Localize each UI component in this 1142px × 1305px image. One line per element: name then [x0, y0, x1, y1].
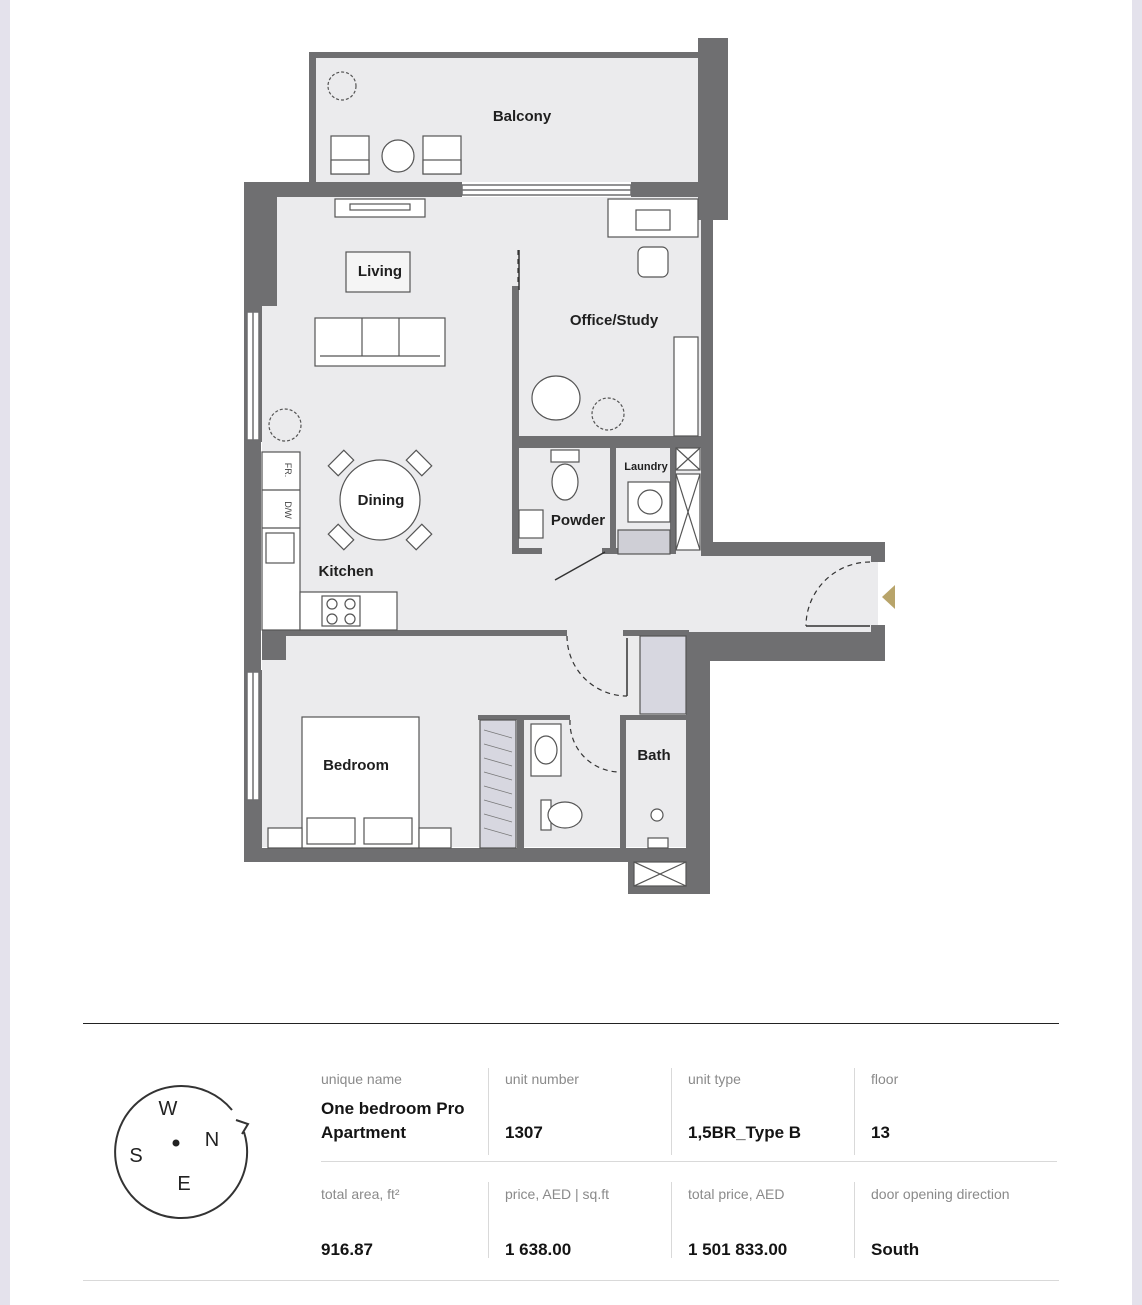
info-row-1 [321, 1060, 1057, 1162]
bottom-divider [83, 1280, 1059, 1281]
total-area-label: total area, ft² [321, 1186, 400, 1202]
section-divider [83, 1023, 1059, 1024]
unit-type-value: 1,5BR_Type B [688, 1123, 802, 1142]
floor-value: 13 [871, 1123, 890, 1142]
unit-type-label: unit type [688, 1071, 741, 1087]
dishwasher-label: D/W [283, 501, 293, 519]
compass-north: N [204, 1129, 220, 1151]
door-direction-value: South [871, 1240, 920, 1259]
floor-label: floor [871, 1071, 899, 1087]
unit-number-label: unit number [505, 1071, 579, 1087]
room-label-living: Living [357, 263, 403, 280]
total-price-value: 1 501 833.00 [688, 1240, 788, 1259]
compass-center-dot [173, 1140, 180, 1147]
door-direction-label: door opening direction [871, 1186, 1010, 1202]
total-price-label: total price, AED [688, 1186, 785, 1202]
compass-east: E [177, 1173, 191, 1195]
cell-unit-number [505, 1060, 688, 1161]
room-label-powder: Powder [550, 512, 606, 529]
compass-rose [100, 1070, 260, 1230]
total-area-value: 916.87 [321, 1240, 373, 1259]
price-per-sqft-label: price, AED | sq.ft [505, 1186, 610, 1202]
room-label-office: Office/Study [569, 312, 659, 329]
unit-number-value: 1307 [505, 1123, 543, 1142]
room-label-dining: Dining [357, 492, 405, 509]
cell-price-per-sqft [505, 1162, 688, 1258]
unique-name-value-line1: One bedroom Pro [321, 1099, 465, 1118]
room-label-laundry: Laundry [624, 461, 668, 473]
cell-total-price [688, 1162, 871, 1258]
compass-west: W [158, 1098, 178, 1120]
cell-door-direction [871, 1162, 1057, 1258]
price-per-sqft-value: 1 638.00 [505, 1240, 572, 1259]
room-label-balcony: Balcony [492, 108, 552, 125]
unit-info-table [321, 1060, 1057, 1258]
room-label-bath: Bath [637, 747, 671, 764]
cell-total-area [321, 1162, 505, 1258]
info-row-2 [321, 1162, 1057, 1258]
unique-name-label: unique name [321, 1071, 402, 1087]
entrance-arrow [882, 585, 895, 609]
cell-floor [871, 1060, 1057, 1161]
cell-unit-type [688, 1060, 871, 1161]
room-label-kitchen: Kitchen [318, 563, 374, 580]
cell-unique-name [321, 1060, 505, 1161]
unique-name-value-line2: Apartment [321, 1123, 407, 1142]
room-label-bedroom: Bedroom [323, 757, 389, 774]
fridge-label: FR. [283, 462, 293, 478]
compass-south: S [129, 1145, 143, 1167]
compass-arrow-icon [236, 1120, 248, 1134]
